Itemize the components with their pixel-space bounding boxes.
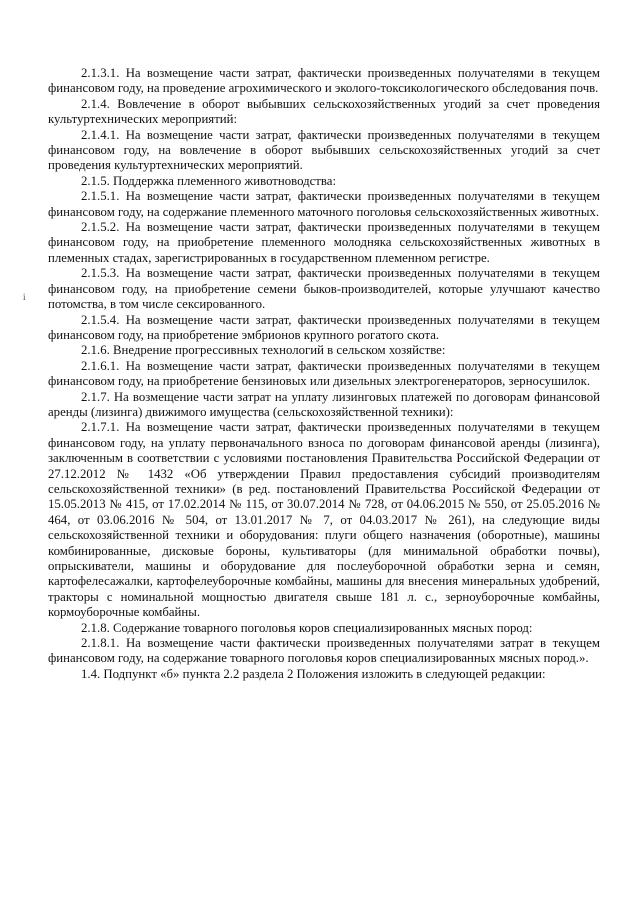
paragraph-2-1-6: 2.1.6. Внедрение прогрессивных технологий в сельском хозяйстве: xyxy=(81,343,446,358)
paragraph-1-4: 1.4. Подпункт «б» пункта 2.2 раздела 2 Положения изложить в следующей редакции: xyxy=(81,666,546,681)
paragraph-2-1-8-1: 2.1.8.1. На возмещение части фактически произведенных получателями затрат в текущем финансовом году, на содержание товарного поголовья коров специализированных мясных пород.». xyxy=(48,636,600,666)
paragraph-2-1-7-1: 2.1.7.1. На возмещение части затрат, фактически произведенных получателями в текущем финансовом году, на уплату первоначального взноса по договорам финансовой аренды (лизинга), заключенным в соответствии с условиями постановления Правительства Российской Федерации от 27.12.2012 № 1432 «Об утверждении Правил предоставления субсидий производителям сельскохозяйственной техники» (в ред. постановлений Правительства Российской Федерации от 15.05.2013 № 415, от 17.02.2014 № 115, от 30.07.2014 № 728, от 04.06.2015 № 550, от 25.05.2016 № 464, от 03.06.2016 № 504, от 13.01.2017 № 7, от 04.03.2017 № 261), на следующие виды сельскохозяйственной техники и оборудования: плуги общего назначения (оборотные), машины комбинированные, дисковые бороны, культиваторы (для минимальной обработки почвы), опрыскиватели, машины и оборудование для послеуборочной обработки зерна и семян, картофелесажалки, картофелеуборочные комбайны, машины для внесения минеральных удобрений, тракторы с номинальной мощностью двигателя свыше 181 л. с., зерноуборочные комбайны, кормоуборочные комбайны. xyxy=(48,420,600,620)
margin-mark: i xyxy=(23,292,26,302)
paragraph-2-1-5-2: 2.1.5.2. На возмещение части затрат, фактически произведенных получателями в текущем финансовом году, на приобретение племенного молодняка сельскохозяйственных животных в племенных стадах, зарегистрированных в государственном племенном регистре. xyxy=(48,220,600,265)
paragraph-2-1-5-1: 2.1.5.1. На возмещение части затрат, фактически произведенных получателями в текущем финансовом году, на содержание племенного маточного поголовья сельскохозяйственных животных. xyxy=(48,189,600,219)
paragraph-2-1-4: 2.1.4. Вовлечение в оборот выбывших сельскохозяйственных угодий за счет проведения культуртехнических мероприятий: xyxy=(48,96,600,127)
paragraph-2-1-8: 2.1.8. Содержание товарного поголовья коров специализированных мясных пород: xyxy=(81,620,533,635)
paragraph-2-1-3-1: 2.1.3.1. На возмещение части затрат, фактически произведенных получателями в текущем финансовом году, на проведение агрохимического и эколого-токсикологического обследования почв. xyxy=(48,66,600,96)
paragraph-2-1-5-3: 2.1.5.3. На возмещение части затрат, фактически произведенных получателями в текущем финансовом году, на приобретение семени быков-производителей, которые улучшают качество потомства, в том числе сексированного. xyxy=(48,266,600,312)
paragraph-2-1-7: 2.1.7. На возмещение части затрат на уплату лизинговых платежей по договорам финансовой аренды (лизинга) движимого имущества (сельскохозяйственной техники): xyxy=(48,389,600,419)
paragraph-2-1-6-1: 2.1.6.1. На возмещение части затрат, фактически произведенных получателями в текущем финансовом году, на приобретение бензиновых или дизельных электрогенераторов, зерносушилок. xyxy=(48,358,600,389)
paragraph-2-1-5-4: 2.1.5.4. На возмещение части затрат, фактически произведенных получателями в текущем финансовом году, на приобретение эмбрионов крупного рогатого скота. xyxy=(48,312,600,342)
document-body xyxy=(48,66,600,682)
paragraph-2-1-4-1: 2.1.4.1. На возмещение части затрат, фактически произведенных получателями в текущем финансовом году, на вовлечение в оборот выбывших сельскохозяйственных угодий за счет проведения культуртехнических мероприятий. xyxy=(48,127,600,173)
paragraph-2-1-5: 2.1.5. Поддержка племенного животноводства: xyxy=(81,173,337,188)
